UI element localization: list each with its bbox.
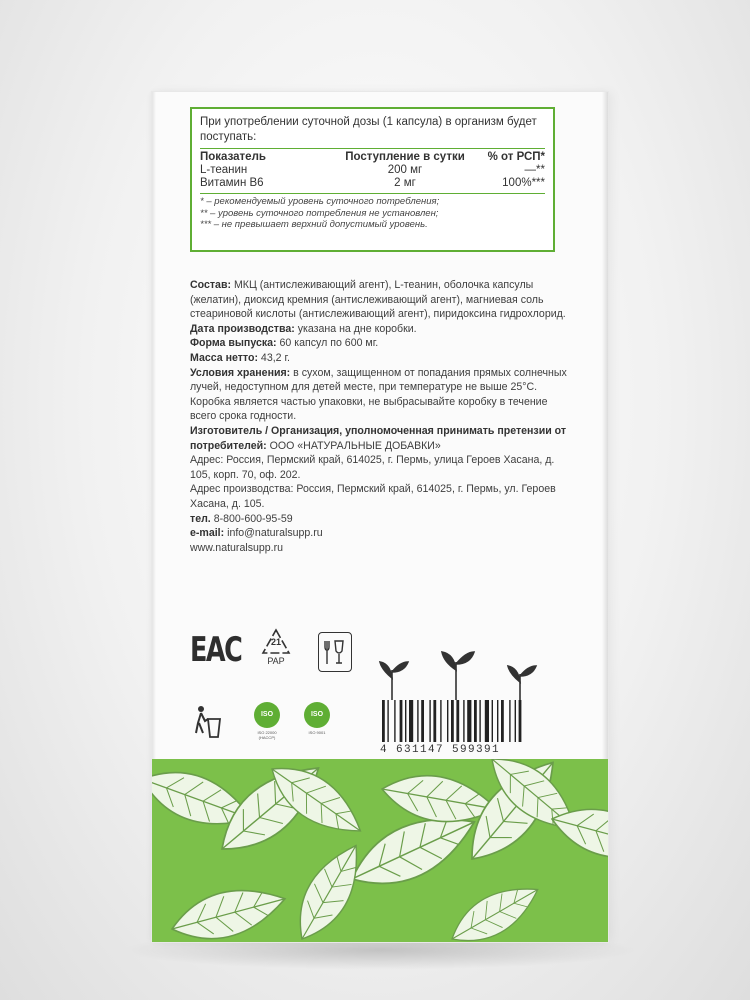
nutrition-intro: При употреблении суточной дозы (1 капсула) в организм будет поступать: [200, 116, 537, 143]
nutrition-table [190, 107, 555, 252]
storage-text: в сухом, защищенном от попадания прямых солнечных лучей, недоступном для детей месте, при температуре не выше 25°С. [190, 366, 567, 394]
email [190, 526, 570, 541]
nutrition-cell-name: L-теанин [200, 164, 248, 176]
footnote: ** – уровень суточного потребления не установлен; [200, 207, 439, 219]
iso-9001-badge [300, 702, 334, 735]
iso-22000-badge [250, 702, 284, 740]
nutrition-cell-percent: 100%*** [502, 177, 545, 189]
net-mass-label: Масса нетто: [190, 351, 258, 364]
phone [190, 512, 570, 527]
nutrition-header-row [200, 151, 545, 164]
leaf-pattern-band [152, 759, 608, 942]
nutrition-header-intake: Поступление в сутки [345, 151, 465, 163]
composition-block [190, 278, 570, 555]
food-safe-icon [318, 632, 352, 672]
eac-mark: EAC [190, 630, 242, 670]
net-mass [190, 351, 570, 366]
composition-label: Состав: [190, 279, 231, 291]
production-date-label: Дата производства: [190, 322, 295, 335]
iso-badge-caption: ISO 22000 (HACCP) [257, 730, 277, 740]
barcode-bars [382, 700, 521, 742]
manufacturer [190, 424, 570, 453]
production-address: Адрес производства: Россия, Пермский край, 614025, г. Пермь, ул. Героев Хасана, д. 105. [190, 483, 556, 510]
nutrition-cell-amount: 200 мг [387, 164, 423, 176]
nutrition-cell-percent: —** [524, 164, 545, 176]
nutrition-divider [200, 193, 545, 194]
recycle-pap-icon [258, 628, 294, 682]
storage-label: Условия хранения: [190, 366, 291, 379]
production-date-text: указана на дне коробки. [294, 322, 417, 335]
nutrition-row [200, 177, 545, 190]
tidyman-icon [192, 703, 224, 739]
product-box-back [152, 92, 608, 942]
manufacturer-name: ООО «НАТУРАЛЬНЫЕ ДОБАВКИ» [266, 439, 441, 452]
recycle-code: PAP [267, 656, 285, 666]
composition-paragraph [190, 278, 570, 322]
nutrition-cell-amount: 2 мг [394, 177, 416, 189]
net-mass-text: 43,2 г. [257, 351, 291, 364]
iso-badge-disc: ISO [254, 702, 280, 728]
email-address: info@naturalsupp.ru [224, 527, 323, 540]
barcode-sprouts-graphic [374, 640, 550, 744]
nutrition-cell-name: Витамин В6 [200, 177, 264, 189]
release-form-label: Форма выпуска: [190, 337, 277, 350]
footnote: *** – не превышает верхний допустимый уровень. [200, 219, 428, 230]
footnote: * – рекомендуемый уровень суточного потребления; [200, 196, 440, 207]
address: Адрес: Россия, Пермский край, 614025, г. Пермь, улица Героев Хасана, д. 105, корп. 70, оф. 202. [190, 454, 555, 481]
nutrition-row [200, 164, 545, 177]
phone-label: тел. [190, 512, 211, 525]
iso-badge-disc: ISO [304, 702, 330, 728]
iso-badge-caption: ISO 9001 [308, 730, 326, 735]
release-form [190, 336, 570, 351]
storage-conditions [190, 366, 570, 395]
release-form-text: 60 капсул по 600 мг. [276, 337, 379, 350]
nutrition-footnotes [200, 196, 545, 231]
production-date [190, 322, 570, 337]
nutrition-header-indicator: Показатель [200, 151, 266, 163]
manufacturer-label: Изготовитель / Организация, уполномоченная принимать претензии от потребителей: [190, 424, 567, 452]
nutrition-divider [200, 148, 545, 149]
barcode-digits: 4 631147 599391 [380, 744, 501, 756]
website: www.naturalsupp.ru [190, 541, 284, 554]
composition-text: МКЦ (антислеживающий агент), L-теанин, оболочка капсулы (желатин), диоксид кремния (антислеживающий агент), магниевая соль стеариновой кислоты (антислеживающий агент), пиридоксина гидрохлорид. [190, 279, 566, 321]
leaf-pattern-graphic [152, 759, 608, 942]
email-label: e-mail: [190, 527, 225, 540]
box-note: Коробка является частью упаковки, не выбрасывайте коробку в течение всего срока годности. [190, 395, 548, 423]
recycle-triangle-icon [261, 628, 291, 656]
nutrition-header-percent: % от РСП* [487, 151, 545, 163]
recycle-number: 21 [270, 637, 281, 647]
phone-number: 8-800-600-95-59 [210, 512, 293, 525]
